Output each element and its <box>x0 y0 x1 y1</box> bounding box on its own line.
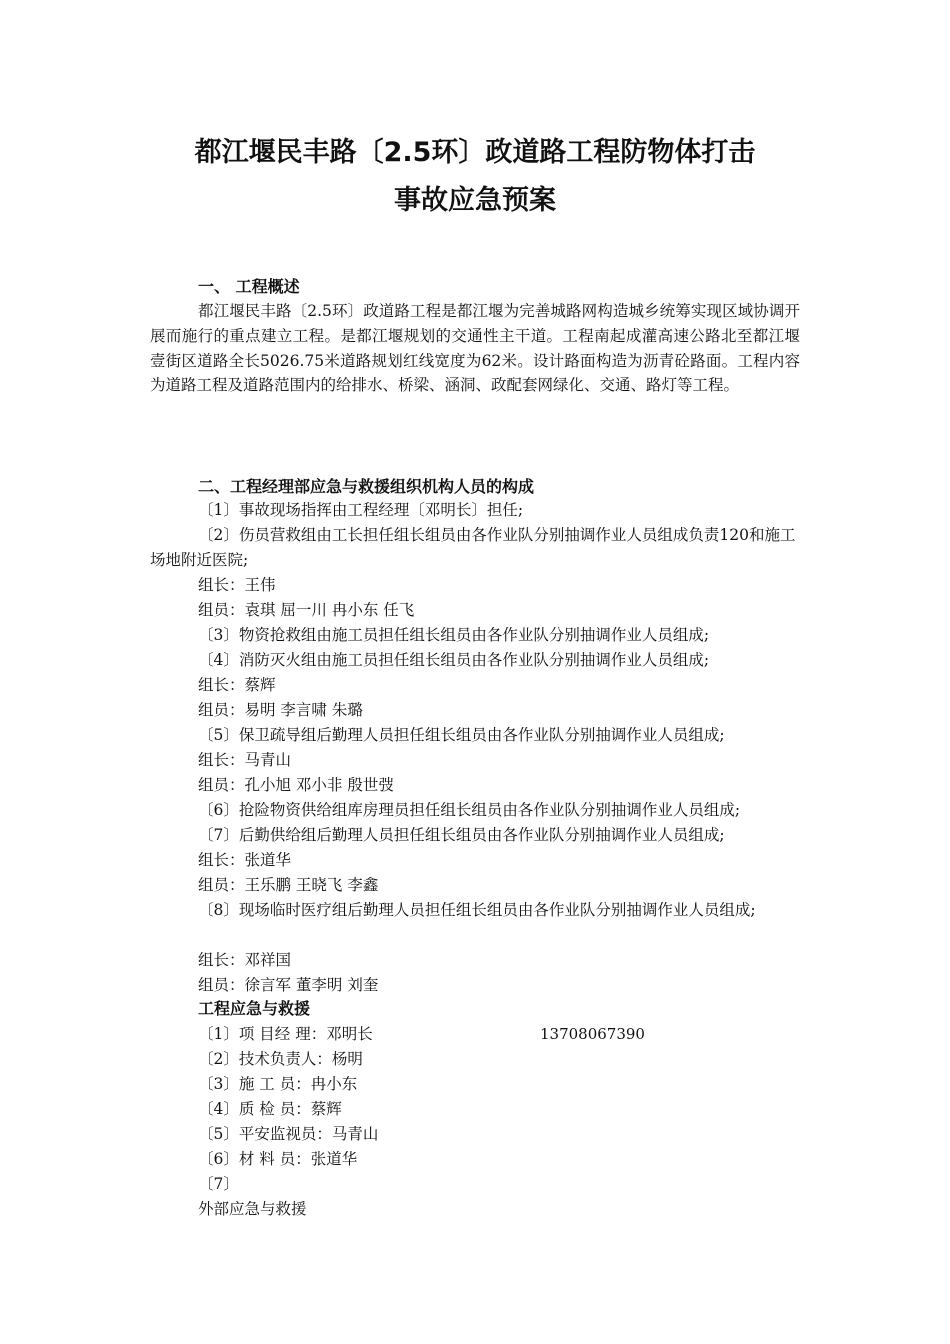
org-line-16: 〔8〕现场临时医疗组后勤理人员担任组长组员由各作业队分别抽调作业人员组成; <box>198 901 756 919</box>
org-line-5: 〔3〕物资抢救组由施工员担任组长组员由各作业队分别抽调作业人员组成; <box>198 626 710 644</box>
org-line-11: 组员：孔小旭 邓小非 殷世弢 <box>198 776 394 794</box>
org-line-12: 〔6〕抢险物资供给组库房理员担任组长组员由各作业队分别抽调作业人员组成; <box>198 801 741 819</box>
section-1-paragraph: 都江堰民丰路〔2.5环〕政道路工程是都江堰为完善城路网构造城乡统筹实现区域协调开展而施行的重点建立工程。是都江堰规划的交通性主干道。工程南起成灌高速公路北至都江堰壹街区道路全长5026.75米道路规划红线宽度为62米。设计路面构造为沥青砼路面。工程内容为道路工程及道路范围内的给排水、桥梁、涵洞、政配套网绿化、交通、路灯等工程。 <box>150 302 800 395</box>
contact-item-5: 〔5〕平安监视员：马青山 <box>198 1125 379 1143</box>
section-2-heading: 二、工程经理部应急与救援组织机构人员的构成 <box>198 477 535 496</box>
document-title-line-1: 都江堰民丰路〔2.5环〕政道路工程防物体打击 <box>194 137 756 168</box>
org-line-8: 组员：易明 李言啸 朱璐 <box>198 701 363 719</box>
contact-item-2: 〔2〕技术负责人：杨明 <box>198 1050 363 1068</box>
org-line-17: 组长：邓祥国 <box>198 951 292 969</box>
org-line-9: 〔5〕保卫疏导组后勤理人员担任组长组员由各作业队分别抽调作业人员组成; <box>198 726 725 744</box>
org-line-3: 组长：王伟 <box>198 576 276 594</box>
org-line-1: 〔1〕事故现场指挥由工程经理〔邓明长〕担任; <box>198 501 524 519</box>
org-line-10: 组长：马青山 <box>198 751 292 769</box>
document-title-line-2: 事故应急预案 <box>394 185 556 216</box>
org-line-15: 组员：王乐鹏 王晓飞 李鑫 <box>198 876 379 894</box>
contact-item-3: 〔3〕施 工 员：冉小东 <box>198 1075 358 1093</box>
org-line-4: 组员：袁琪 屈一川 冉小东 任飞 <box>198 601 415 619</box>
org-line-18: 组员：徐言军 董李明 刘奎 <box>198 976 379 994</box>
org-line-7: 组长：蔡辉 <box>198 676 276 694</box>
contact-phone: 13708067390 <box>540 1025 645 1043</box>
contact-item-7: 〔7〕 <box>198 1175 239 1193</box>
section-3-heading: 工程应急与救援 <box>198 999 311 1018</box>
org-line-14: 组长：张道华 <box>198 851 292 869</box>
contact-item-1: 〔1〕项 目经 理：邓明长 <box>198 1025 373 1043</box>
org-line-13: 〔7〕后勤供给组后勤理人员担任组长组员由各作业队分别抽调作业人员组成; <box>198 826 725 844</box>
contact-item-6: 〔6〕材 料 员：张道华 <box>198 1150 358 1168</box>
org-line-2: 〔2〕伤员营救组由工长担任组长组员由各作业队分别抽调作业人员组成负责120和施工场地附近医院; <box>150 526 796 569</box>
external-rescue-heading: 外部应急与救援 <box>198 1200 307 1218</box>
org-line-6: 〔4〕消防灭火组由施工员担任组长组员由各作业队分别抽调作业人员组成; <box>198 651 710 669</box>
section-1-heading: 一、 工程概述 <box>198 277 300 296</box>
contact-item-4: 〔4〕质 检 员：蔡辉 <box>198 1100 342 1118</box>
